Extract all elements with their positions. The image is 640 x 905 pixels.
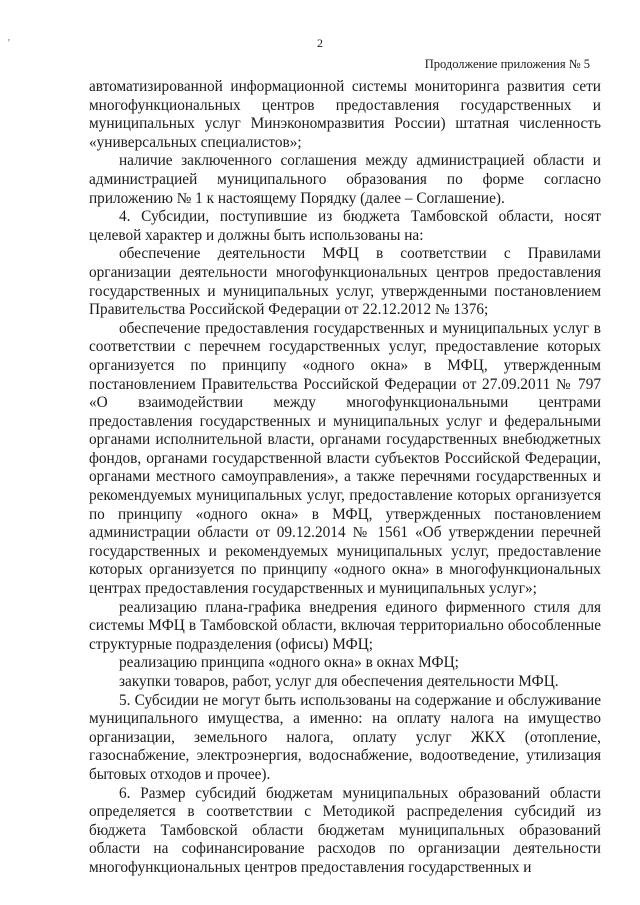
paragraph-item-6: 6. Размер субсидий бюджетам муниципальных образований области определяется в соответствии с Методикой распределения субсидий из бюджета Тамбовской области бюджетам муниципальных образований области на софинансирование расходов по организации деятельности многофункциональных центров предоставления государственных и xyxy=(89,784,601,876)
paragraph-one-window: реализацию принципа «одного окна» в окнах МФЦ; xyxy=(119,654,459,672)
paragraph-mfc-operations: обеспечение деятельности МФЦ в соответствии с Правилами организации деятельности многофункциональных центров предоставления государственных и муниципальных услуг, утвержденными постановлением Правительства Российской Федерации от 22.12.2012 № 1376; xyxy=(89,245,601,319)
paragraph-procurement: закупки товаров, работ, услуг для обеспечения деятельности МФЦ. xyxy=(119,673,559,690)
paragraph-item-4: 4. Субсидии, поступившие из бюджета Тамбовской области, носят целевой характер и должны быть использованы на: xyxy=(89,208,601,244)
scan-mark: ' xyxy=(8,38,10,49)
appendix-continuation-note: Продолжение приложения № 5 xyxy=(424,57,590,71)
paragraph-continued: автоматизированной информационной системы мониторинга развития сети многофункциональных центров предоставления государственных и муниципальных услуг Минэкономразвития России) штатная численность «универсальных специалистов»; xyxy=(89,78,601,151)
paragraph-agreement: наличие заключенного соглашения между администрацией области и администрацией муниципального образования по форме согласно приложению № 1 к настоящему Порядку (далее – Соглашение). xyxy=(89,152,601,207)
paragraph-services-provision: обеспечение предоставления государственных и муниципальных услуг в соответствии с перечнем государственных услуг, предоставление которых организуется по принципу «одного окна» в МФЦ, утвержденным постановлением Правительства Российской Федерации от 27.09.2011 № 797 «О взаимодействии между многофункциональными центрами предоставления государственных и муниципальных услуг и федеральными органами исполнительной власти, органами государственных внебюджетных фондов, органами государственной власти субъектов Российской Федерации, органами местного самоуправления», а также перечнями государственных и рекомендуемых муниципальных услуг, предоставление которых организуется по принципу «одного окна» в МФЦ, утвержденных постановлением администрации области от 09.12.2014 № 1561 «Об утверждении перечней государственных и рекомендуемых муниципальных услуг, предоставление которых организуется по принципу «одного окна» в многофункциональных центрах предоставления государственных и муниципальных услуг»; xyxy=(89,319,601,598)
page-number: 2 xyxy=(317,36,323,50)
paragraph-corporate-style: реализацию плана-графика внедрения единого фирменного стиля для системы МФЦ в Тамбовской области, включая территориально обособленные структурные подразделения (офисы) МФЦ; xyxy=(89,598,601,653)
paragraph-item-5: 5. Субсидии не могут быть использованы на содержание и обслуживание муниципального имущества, а именно: на оплату налога на имущество организации, земельного налога, оплату услуг ЖКХ (отопление, газоснабжение, электроэнергия, водоснабжение, водоотведение, утилизация бытовых отходов и прочее). xyxy=(89,691,601,783)
document-body xyxy=(89,78,601,878)
